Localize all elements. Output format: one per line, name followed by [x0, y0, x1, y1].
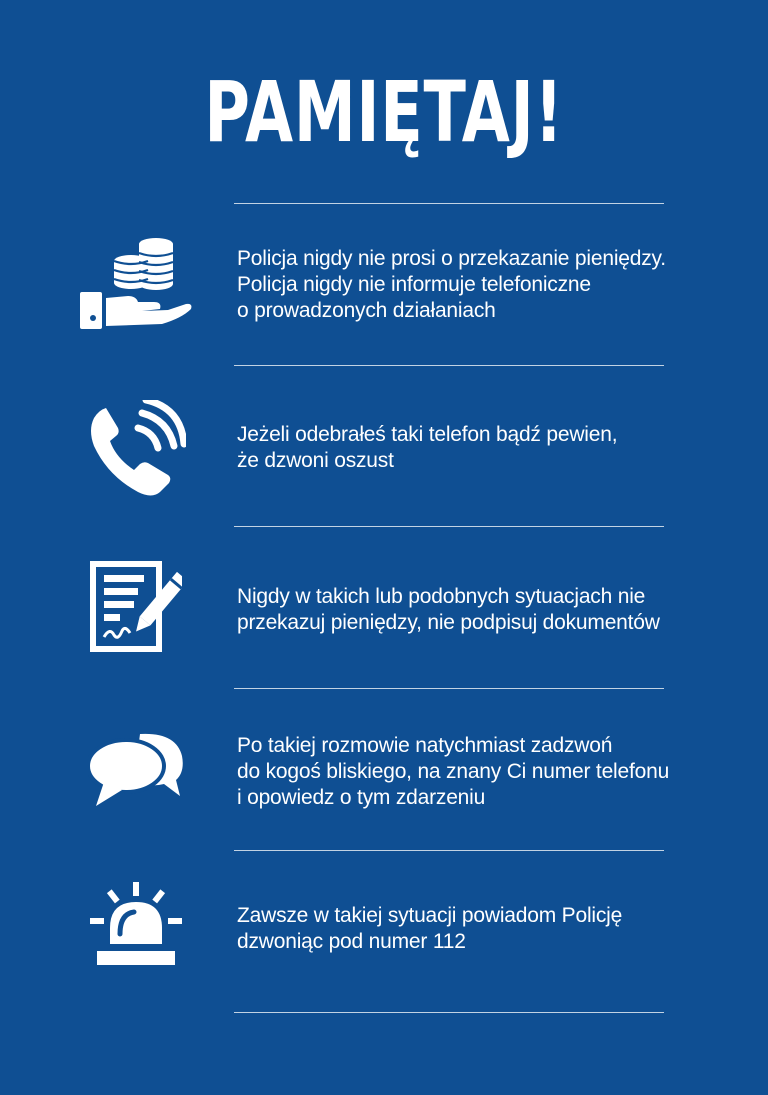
police-siren-icon [90, 882, 182, 968]
divider [234, 526, 664, 527]
list-item: Nigdy w takich lub podobnych sytuacjach nie przekazuj pieniędzy, nie podpisuj dokumentów [237, 585, 660, 634]
divider [234, 850, 664, 851]
phone-ringing-icon [86, 400, 186, 498]
list-item: Zawsze w takiej sytuacji powiadom Policję dzwoniąc pod numer 112 [237, 904, 623, 953]
coins-hand-icon [78, 234, 193, 332]
divider [234, 365, 664, 366]
divider [234, 203, 664, 204]
speech-bubbles-icon [88, 730, 186, 810]
page-title: PAMIĘTAJ! [204, 63, 564, 161]
divider [234, 688, 664, 689]
list-item: Po takiej rozmowie natychmiast zadzwoń do kogoś bliskiego, na znany Ci numer telefonu i opowiedz o tym zdarzeniu [237, 734, 670, 809]
divider [234, 1012, 664, 1013]
document-sign-icon [90, 561, 182, 653]
list-item: Policja nigdy nie prosi o przekazanie pieniędzy. Policja nigdy nie informuje telefoniczne o prowadzonych działaniach [237, 247, 666, 322]
list-item: Jeżeli odebrałeś taki telefon bądź pewien, że dzwoni oszust [237, 423, 618, 472]
